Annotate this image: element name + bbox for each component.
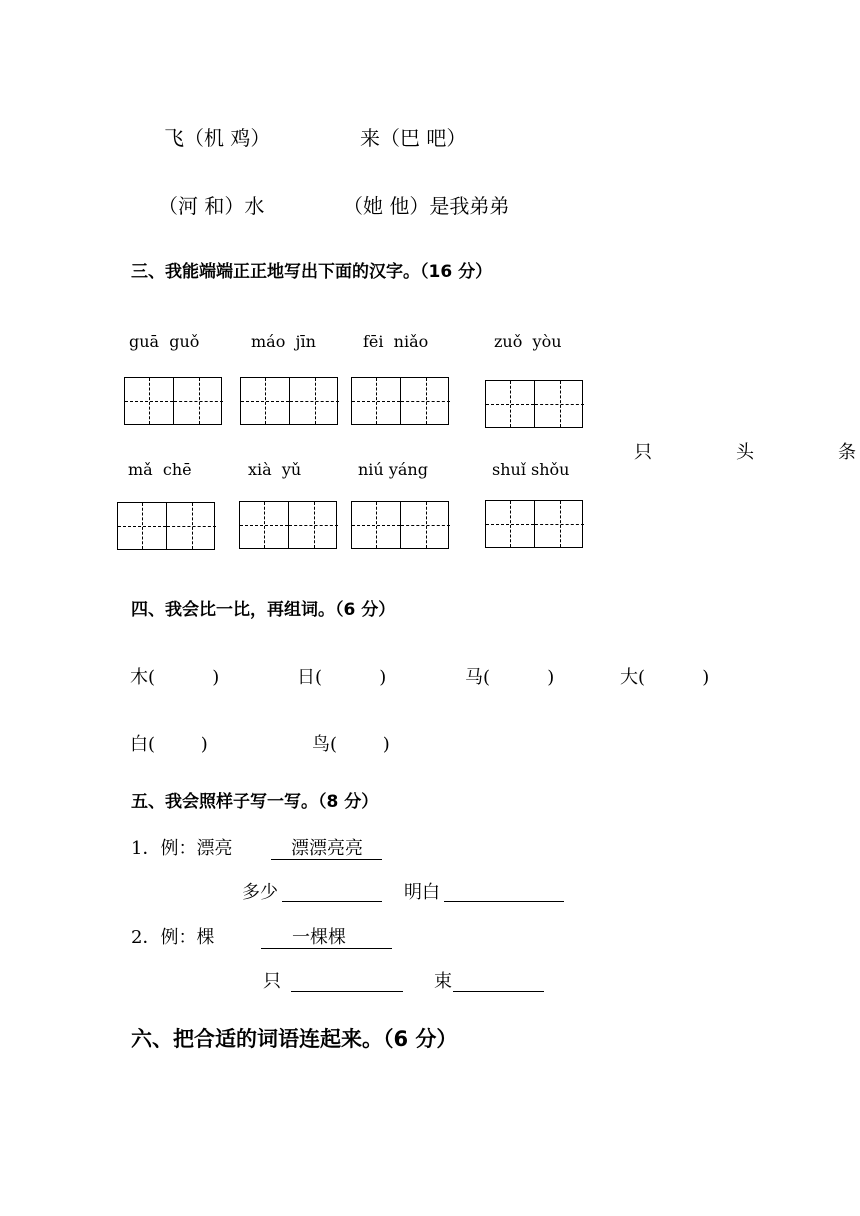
measure-word: 条 xyxy=(838,442,856,463)
section4-title: 四、我会比一比，再组词。（6 分） xyxy=(131,600,396,620)
section5-title: 五、我会照样子写一写。（8 分） xyxy=(131,792,379,812)
pinyin-label: shuǐ shǒu xyxy=(492,460,570,479)
choice-item: （河 和）水 xyxy=(158,194,265,218)
writing-grid[interactable] xyxy=(239,501,337,549)
compare-item[interactable]: 马( ) xyxy=(465,667,555,688)
answer-blank[interactable] xyxy=(453,991,544,992)
compare-item[interactable]: 鸟( ) xyxy=(312,734,390,755)
choice-item: 来（巴 吧） xyxy=(360,126,467,150)
exercise-item: 明白 xyxy=(404,882,440,903)
answer-blank[interactable] xyxy=(291,991,403,992)
choice-item: （她 他）是我弟弟 xyxy=(343,194,510,218)
section3-title: 三、我能端端正正地写出下面的汉字。（16 分） xyxy=(131,262,493,282)
exercise-item: 只 xyxy=(263,971,281,992)
pinyin-label: guā guǒ xyxy=(129,332,200,351)
pinyin-label: xià yǔ xyxy=(248,460,302,479)
writing-grid[interactable] xyxy=(117,502,215,550)
example-answer: 一棵棵 xyxy=(261,929,392,949)
pinyin-label: mǎ chē xyxy=(128,460,192,479)
compare-item[interactable]: 大( ) xyxy=(620,667,710,688)
choice-item: 飞（机 鸡） xyxy=(164,126,271,150)
writing-grid[interactable] xyxy=(485,500,583,548)
exercise-item: 束 xyxy=(434,971,452,992)
writing-grid[interactable] xyxy=(124,377,222,425)
pinyin-label: fēi niǎo xyxy=(363,332,429,351)
writing-grid[interactable] xyxy=(351,377,449,425)
example-answer: 漂漂亮亮 xyxy=(271,840,382,860)
section6-title: 六、把合适的词语连起来。（6 分） xyxy=(131,1027,458,1051)
example-label: 2．例：棵 xyxy=(131,927,215,948)
exercise-item: 多少 xyxy=(242,882,278,903)
writing-grid[interactable] xyxy=(351,501,449,549)
pinyin-label: niú yáng xyxy=(358,460,428,479)
compare-item[interactable]: 木( ) xyxy=(130,667,220,688)
writing-grid[interactable] xyxy=(240,377,338,425)
writing-grid[interactable] xyxy=(485,380,583,428)
pinyin-label: zuǒ yòu xyxy=(494,332,562,351)
pinyin-label: máo jīn xyxy=(251,332,316,351)
answer-blank[interactable] xyxy=(282,901,382,902)
measure-word: 头 xyxy=(736,442,754,463)
compare-item[interactable]: 白( ) xyxy=(130,734,208,755)
compare-item[interactable]: 日( ) xyxy=(297,667,387,688)
answer-blank[interactable] xyxy=(444,901,564,902)
example-label: 1．例：漂亮 xyxy=(131,838,233,859)
measure-word: 只 xyxy=(634,442,652,463)
